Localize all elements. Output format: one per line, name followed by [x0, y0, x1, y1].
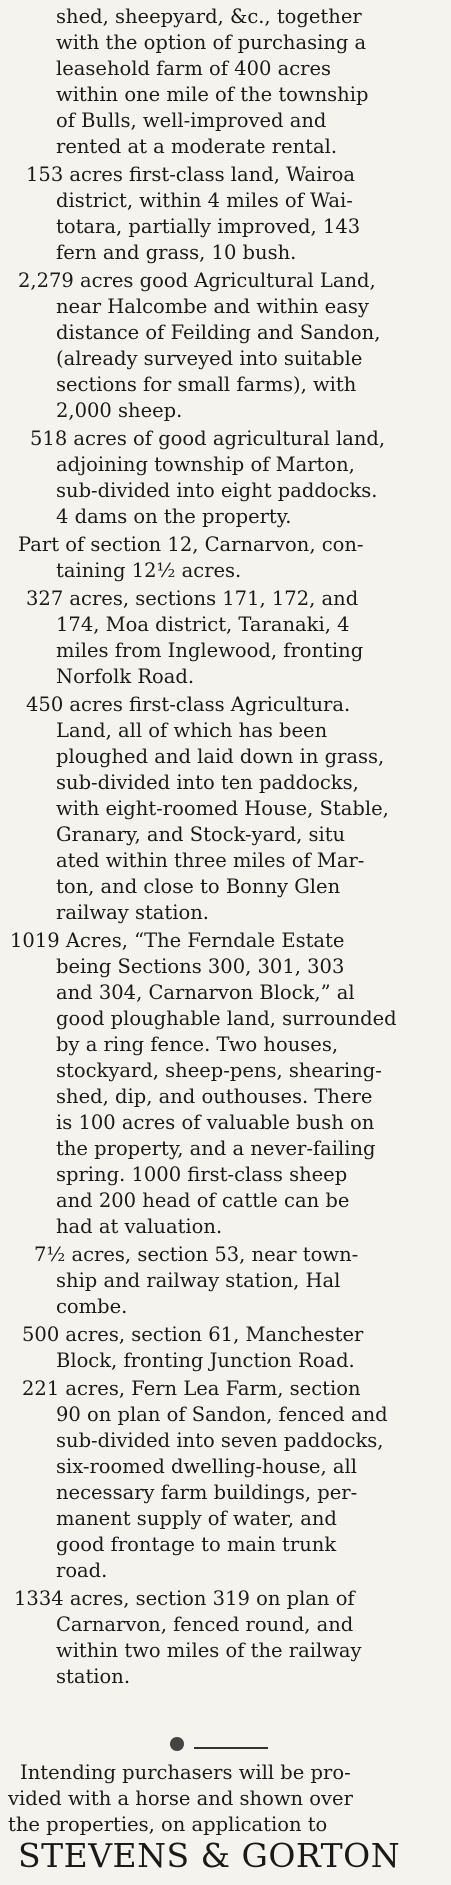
text-line: Block, fronting Junction Road. — [56, 1349, 355, 1372]
text-line: good ploughable land, surrounded — [56, 1007, 397, 1030]
text-line: 2,279 acres good Agricultural Land, — [18, 269, 376, 292]
text-line: and 200 head of cattle can be — [56, 1189, 350, 1212]
text-line: Norfolk Road. — [56, 665, 195, 688]
text-line: 174, Moa district, Taranaki, 4 — [56, 613, 350, 636]
text-line: (already surveyed into suitable — [56, 347, 363, 370]
text-line: 518 acres of good agricultural land, — [30, 427, 386, 450]
text-line: 450 acres first-class Agricultura. — [26, 693, 351, 716]
text-line: station. — [56, 1665, 131, 1688]
text-line: combe. — [56, 1295, 128, 1318]
text-line: with eight-roomed House, Stable, — [56, 797, 389, 820]
text-line: miles from Inglewood, fronting — [56, 639, 364, 662]
text-line: 221 acres, Fern Lea Farm, section — [22, 1377, 361, 1400]
text-line: Granary, and Stock-yard, situ — [56, 823, 346, 846]
text-line: ated within three miles of Mar- — [56, 849, 365, 872]
text-line: of Bulls, well-improved and — [56, 109, 327, 132]
text-line: the properties, on application to — [8, 1813, 328, 1836]
text-line: district, within 4 miles of Wai- — [56, 189, 353, 212]
text-line: by a ring fence. Two houses, — [56, 1033, 339, 1056]
text-line: ton, and close to Bonny Glen — [56, 875, 341, 898]
text-line: near Halcombe and within easy — [56, 295, 369, 318]
text-line: within two miles of the railway — [56, 1639, 362, 1662]
text-line: 1334 acres, section 319 on plan of — [14, 1587, 355, 1610]
text-line: stockyard, sheep-pens, shearing- — [56, 1059, 382, 1082]
text-line: had at valuation. — [56, 1215, 223, 1238]
text-line: Part of section 12, Carnarvon, con- — [18, 533, 364, 556]
text-line: Intending purchasers will be pro- — [20, 1761, 351, 1784]
text-line: Carnarvon, fenced round, and — [56, 1613, 354, 1636]
text-line: six-roomed dwelling-house, all — [56, 1455, 357, 1478]
text-line: Land, all of which has been — [56, 719, 328, 742]
text-line: 1019 Acres, “The Ferndale Estate — [10, 929, 345, 952]
text-line: spring. 1000 first-class sheep — [56, 1163, 348, 1186]
text-line: 90 on plan of Sandon, fenced and — [56, 1403, 388, 1426]
text-line: ploughed and laid down in grass, — [56, 745, 385, 768]
text-line: 7½ acres, section 53, near town- — [34, 1243, 359, 1266]
text-line: 327 acres, sections 171, 172, and — [26, 587, 359, 610]
text-line: with the option of purchasing a — [56, 31, 367, 54]
text-line: and 304, Carnarvon Block,” al — [56, 981, 355, 1004]
text-line: road. — [56, 1559, 108, 1582]
text-line: railway station. — [56, 901, 209, 924]
text-line: sub-divided into ten paddocks, — [56, 771, 359, 794]
text-line: sub-divided into eight paddocks. — [56, 479, 378, 502]
text-line: ship and railway station, Hal — [56, 1269, 341, 1292]
text-line: vided with a horse and shown over — [8, 1787, 353, 1810]
text-line: 153 acres first-class land, Wairoa — [26, 163, 355, 186]
text-line: the property, and a never-failing — [56, 1137, 376, 1160]
text-line: shed, dip, and outhouses. There — [56, 1085, 373, 1108]
text-line: being Sections 300, 301, 303 — [56, 955, 345, 978]
text-line: shed, sheepyard, &c., together — [56, 5, 362, 28]
firm-name: STEVENS & GORTON — [18, 1836, 401, 1875]
text-line: 2,000 sheep. — [56, 399, 183, 422]
text-line: sub-divided into seven paddocks, — [56, 1429, 384, 1452]
text-line: sections for small farms), with — [56, 373, 357, 396]
text-line: necessary farm buildings, per- — [56, 1481, 358, 1504]
section-divider — [194, 1747, 268, 1749]
text-line: distance of Feilding and Sandon, — [56, 321, 381, 344]
text-line: within one mile of the township — [56, 83, 369, 106]
text-line: good frontage to main trunk — [56, 1533, 337, 1556]
text-line: leasehold farm of 400 acres — [56, 57, 332, 80]
text-line: 4 dams on the property. — [56, 505, 292, 528]
text-line: adjoining township of Marton, — [56, 453, 355, 476]
text-line: is 100 acres of valuable bush on — [56, 1111, 375, 1134]
text-line: rented at a moderate rental. — [56, 135, 338, 158]
text-line: taining 12½ acres. — [56, 559, 242, 582]
printers-ornament-icon — [170, 1737, 184, 1751]
text-line: 500 acres, section 61, Manchester — [22, 1323, 364, 1346]
text-line: manent supply of water, and — [56, 1507, 337, 1530]
text-line: totara, partially improved, 143 — [56, 215, 361, 238]
text-line: fern and grass, 10 bush. — [56, 241, 297, 264]
